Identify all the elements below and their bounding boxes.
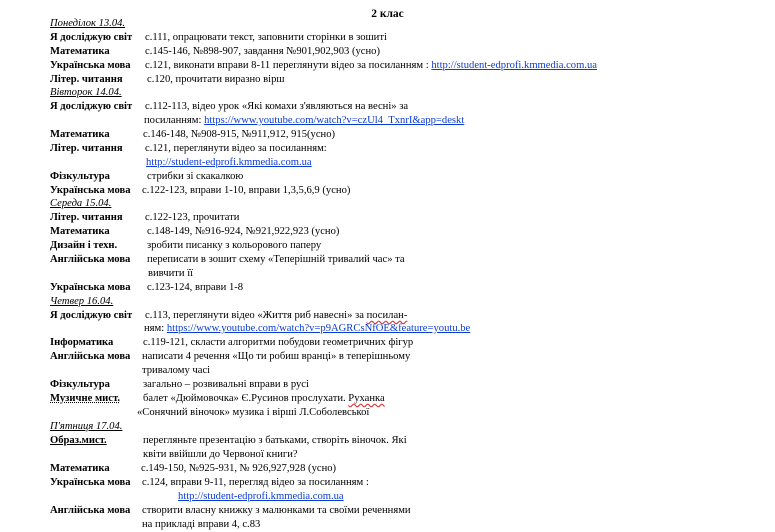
subject-label: Інформатика [50, 337, 114, 348]
task-text: с.145-146, №898-907, завдання №901,902,903 (усно) [145, 46, 380, 57]
subject-label: Образ.мист. [50, 435, 107, 446]
task-text: загально – розвивальні вправи в русі [143, 379, 309, 390]
subject-label: Я досліджую світ [50, 310, 133, 321]
subject-label: Літер. читання [50, 143, 123, 154]
subject-label: Музичне мист. [50, 393, 121, 404]
subject-label: Математика [50, 46, 110, 57]
task-text: с.149-150, №925-931, № 926,927,928 (усно) [141, 463, 337, 474]
subject-label: Українська мова [50, 477, 131, 488]
task-continuation [144, 322, 470, 336]
task-text: с.121, переглянути відео за посиланням: [145, 143, 327, 154]
task-continuation: на прикладі вправи 4, с.83 [142, 519, 261, 530]
task-text: стрибки зі скакалкою [147, 171, 244, 182]
task-text: с.120, прочитати виразно вірш [147, 74, 285, 85]
subject-label: Літер. читання [50, 74, 123, 85]
subject-label: Я досліджую світ [50, 101, 133, 112]
task-text: написати 4 речення «Що ти робиш вранці» в теперішньому [142, 351, 411, 362]
page-title: 2 клас [371, 8, 404, 20]
task-text: с.122-123, вправи 1-10, вправи 1,3,5,6,9 (усно) [142, 185, 351, 196]
day-heading-wednesday: Середа 15.04. [50, 198, 112, 209]
subject-label: Українська мова [50, 60, 131, 71]
subject-label: Математика [50, 129, 110, 140]
subject-label: Англійська мова [50, 351, 131, 362]
task-text: с.121, виконати вправи 8-11 переглянути відео за посиланням : [145, 60, 432, 71]
task-text: с.146-148, №908-915, №911,912, 915(усно) [143, 129, 336, 140]
subject-label: Дизайн і техн. [50, 240, 118, 251]
task-text: с.124, вправи 9-11, перегляд відео за посиланням : [142, 477, 369, 488]
task-text: с.113, переглянути відео «Життя риб навесні» за [145, 310, 367, 321]
task-text-word: Руханка [348, 393, 385, 404]
subject-label: Українська мова [50, 282, 131, 293]
task-continuation [146, 156, 312, 170]
day-heading-friday: П'ятниця 17.04. [50, 421, 123, 432]
subject-label: Математика [50, 463, 110, 474]
task-continuation [178, 490, 344, 504]
task-continuation: квіти ввійшли до Червоної книги? [143, 449, 298, 460]
task-text: створити власну книжку з малюнками та своїми реченнями [142, 505, 411, 516]
task-continuation: «Сонячний віночок» музика і вірші Л.Соболевської [137, 407, 370, 418]
task-text: посиланням: [144, 115, 205, 126]
video-link[interactable]: http://student-edprofi.kmmedia.com.ua [178, 491, 344, 502]
task-text: с.122-123, прочитати [145, 212, 240, 223]
subject-label: Англійська мова [50, 254, 131, 265]
day-heading-thursday: Четвер 16.04. [50, 296, 114, 307]
day-heading-monday: Понеділок 13.04. [50, 18, 126, 29]
video-link[interactable]: http://student-edprofi.kmmedia.com.ua [146, 157, 312, 168]
subject-label: Математика [50, 226, 110, 237]
video-link[interactable]: https://www.youtube.com/watch?v=czUl4_TxnrI&app=deskt [204, 115, 465, 126]
subject-label: Літер. читання [50, 212, 123, 223]
task-text: с.148-149, №916-924, №921,922,923 (усно) [147, 226, 340, 237]
subject-label: Українська мова [50, 185, 131, 196]
task-text: с.119-121, скласти алгоритми побудови геометричних фігур [143, 337, 414, 348]
task-text: зробити писанку з кольорового паперу [147, 240, 322, 251]
task-text: ням: [144, 323, 167, 334]
task-text: перегляньте презентацію з батьками, створіть віночок. Які [143, 435, 407, 446]
subject-label: Фізкультура [50, 171, 110, 182]
task-text: балет «Дюймовочка» Є.Русинов прослухати. [143, 393, 349, 404]
subject-label: Англійська мова [50, 505, 131, 516]
video-link[interactable]: https://www.youtube.com/watch?v=p9AGRCsNfOE&feature=youtu.be [166, 323, 471, 334]
task-text: переписати в зошит схему «Теперішній тривалий час» та [147, 254, 405, 265]
subject-label: Фізкультура [50, 379, 110, 390]
task-text-word: посилан- [366, 310, 408, 321]
task-text: с.112-113, відео урок «Які комахи з'являються на весні» за [145, 101, 409, 112]
day-heading-tuesday: Вівторок 14.04. [50, 87, 122, 98]
task-continuation: тривалому часі [142, 365, 211, 376]
subject-label: Я досліджую світ [50, 32, 133, 43]
task-text: с.111, опрацювати текст, заповнити сторінки в зошиті [145, 32, 387, 43]
task-text: с.123-124, вправи 1-8 [147, 282, 244, 293]
task-continuation [144, 114, 464, 128]
video-link[interactable]: http://student-edprofi.kmmedia.com.ua [431, 60, 597, 71]
task-continuation: вивчити її [148, 268, 194, 279]
